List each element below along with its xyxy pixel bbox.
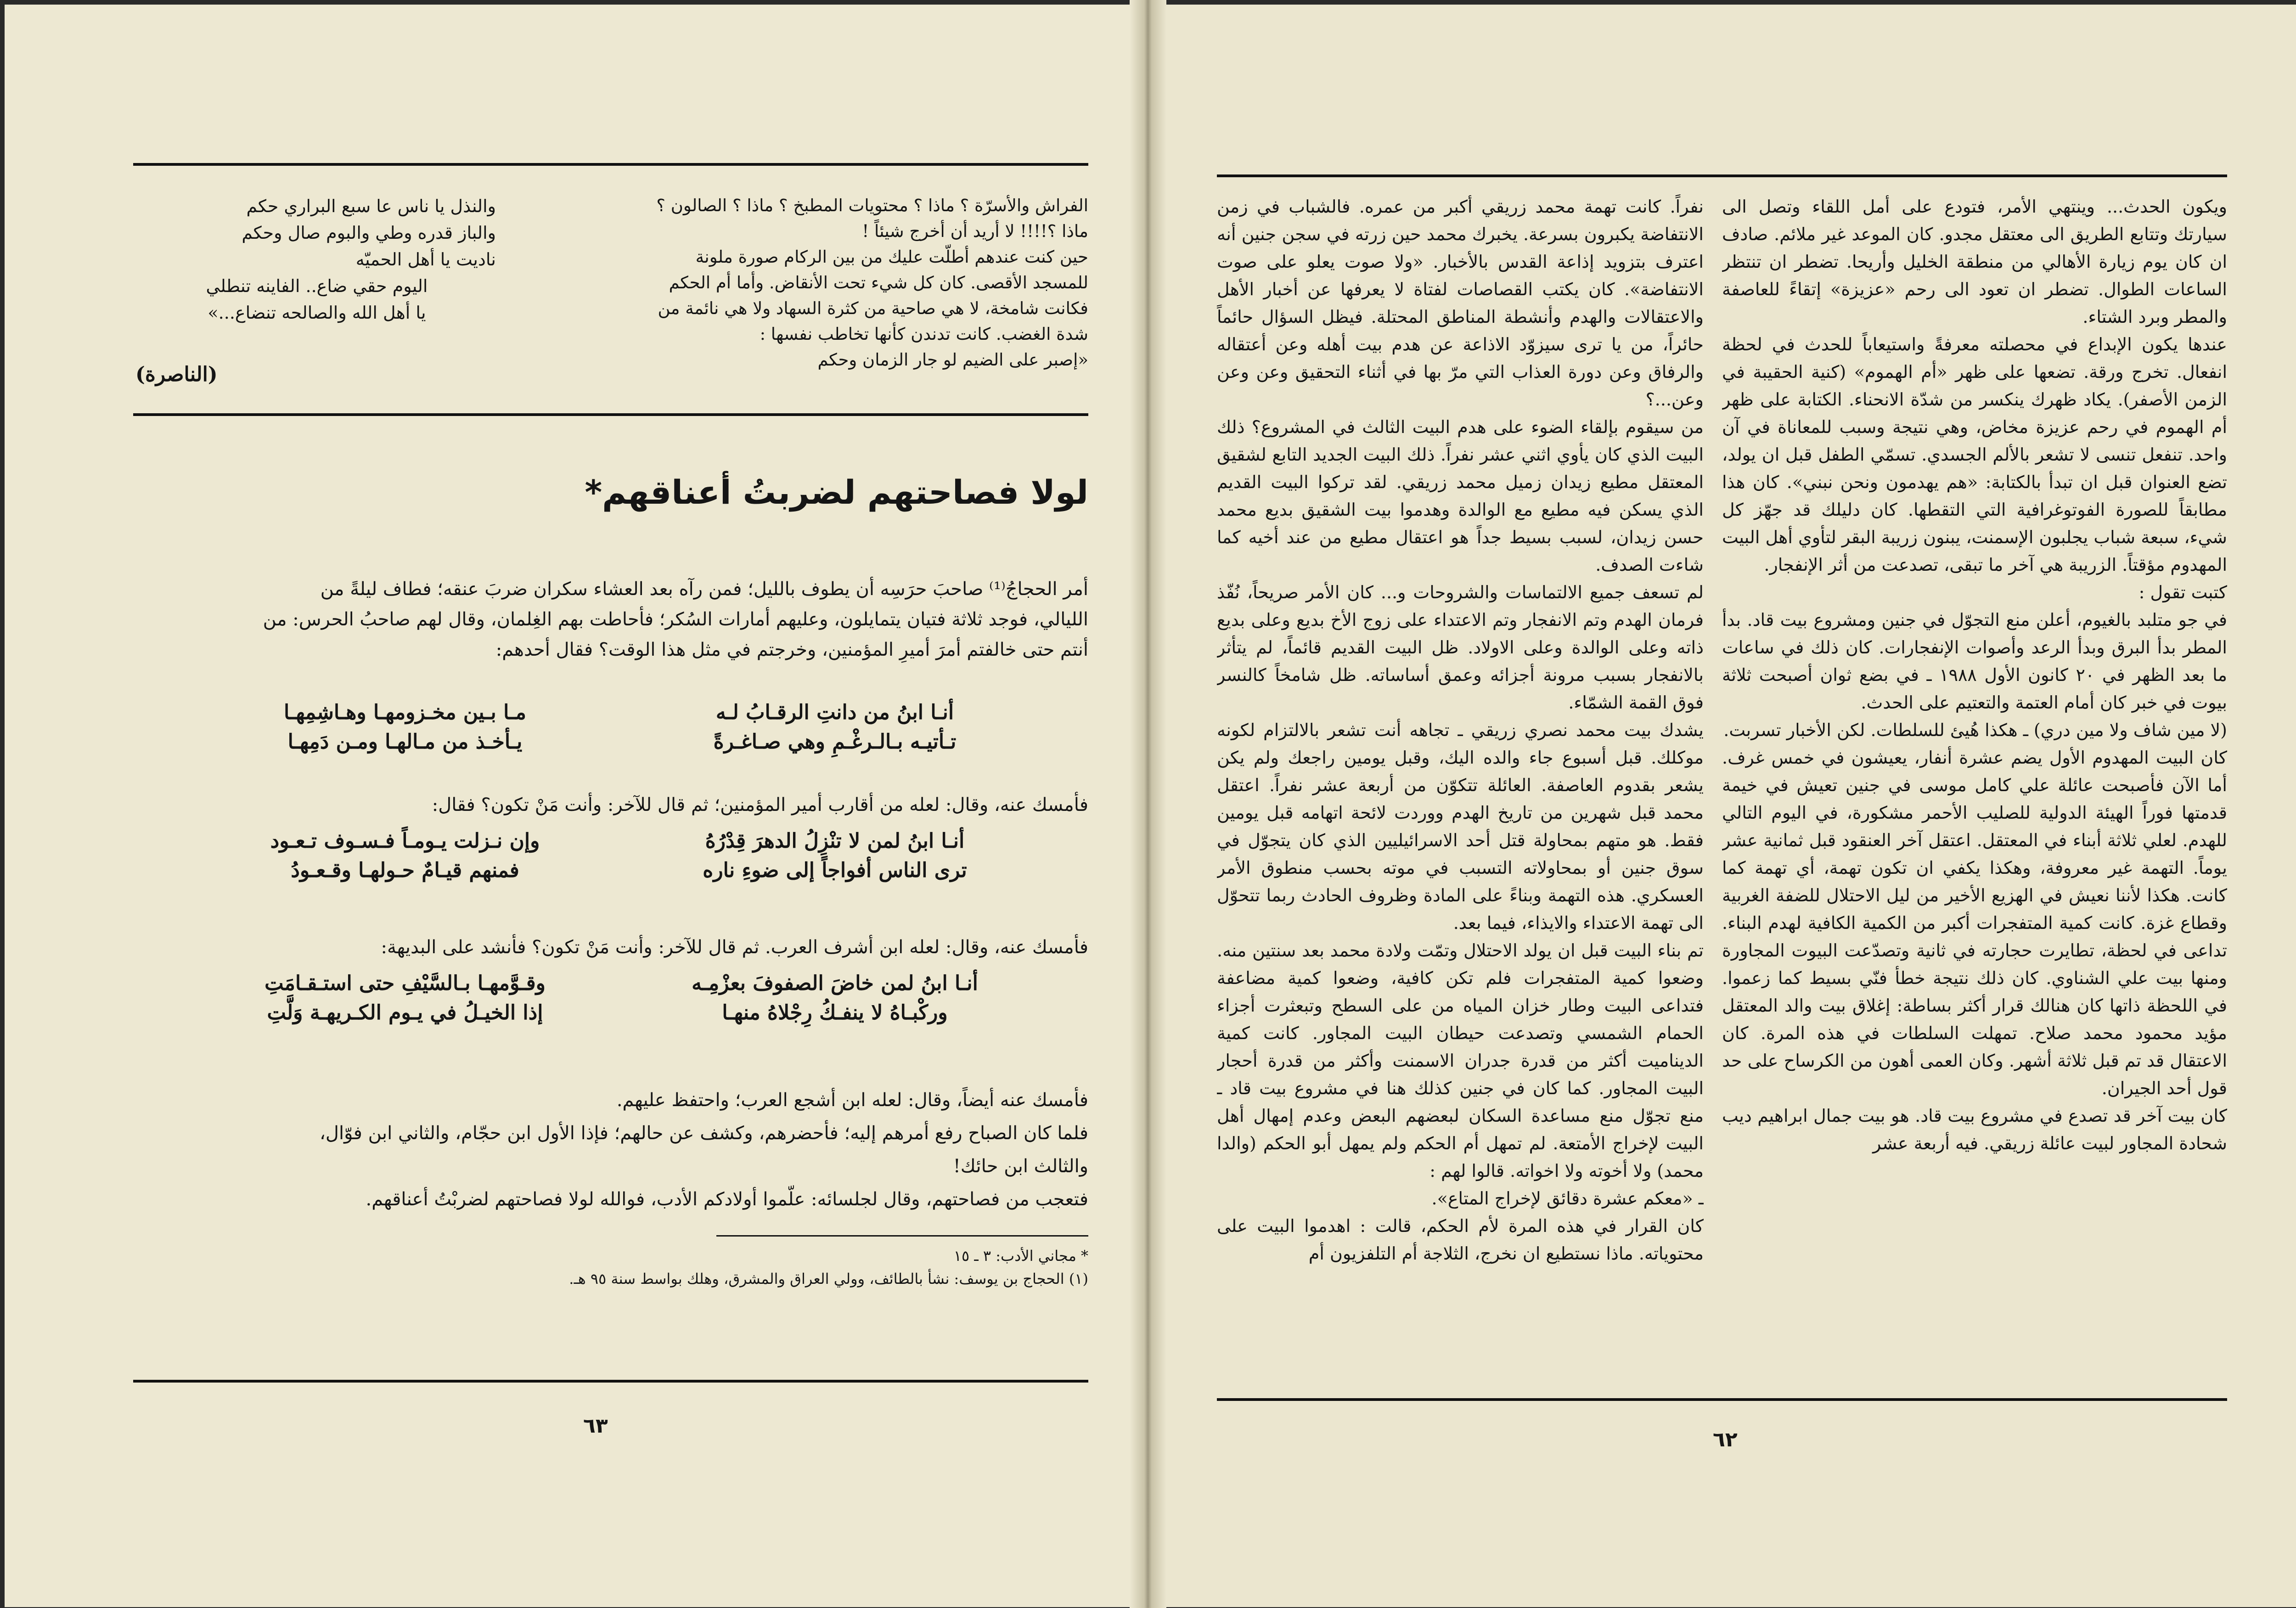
paragraph: ويكون الحدث... وينتهي الأمر، فتودع على أمل اللقاء وتصل الى سيارتك وتتابع الطريق الى معتقل مجدو. كان الموعد غير ملائم. صادف ان كان يوم زيارة الأهالي من منطقة الخليل وأريحا. تضطر ان تنتظر الساعات الطوال. تضطر ان تعود الى رحم «عزيزة» إتقاءً للعاصفة والمطر وبرد الشتاء. [1722,197,2227,327]
paragraph: لم تسعف جميع الالتماسات والشروحات و... كان الأمر صريحاً، نُفّذ فرمان الهدم وتم الانفجار وتم الاعتداء على زوج الأخ بديع وعلى بديع ذاته وعلى الوالدة وعلى الاولاد. ظل البيت القديم قائماً، لم يتأثر بالانفجار بسبب مرونة أجزائه وعمق أساساته. ظل شامخاً كالنسر فوق القمة الشمّاء. [1217,582,1704,713]
verse-second-half: إذا الخيـلُ في يـوم الكـريهـة وَلَّتِ [267,1001,543,1024]
footnote-rule [716,1235,1088,1237]
mid-line-2: فأمسك عنه، وقال: لعله ابن أشرف العرب. ثم قال للآخر: وأنت مَنْ تكون؟ فأنشد على البديهة: [381,937,1088,958]
paragraph: كتبت تقول : [2138,582,2227,602]
bottom-rule-left [133,1380,1088,1383]
poem-verse [207,998,1033,1028]
text-line: الليالي، فوجد ثلاثة فتيان يتمايلون، وعليهم أمارات السُكر؛ فأحاطت بهم الغِلمان، وقال لهم صاحبُ الحرس: من [263,609,1088,630]
verse-first-half: وركْبـاهُ لا ينفـكُ رِجْلاهُ منهـا [722,1001,948,1024]
poem-verse [207,856,1033,885]
top-poem-line: والنذل يا ناس عا سبع البراري حكم [246,196,496,216]
poem-1 [207,698,1033,757]
verse-second-half: وقـوَّمهـا بـالسَّيْفِ حتى استـقـامَتِ [264,972,546,995]
page-number-left: ٦٣ [583,1414,608,1438]
verse-first-half: تـأتيـه بـالـرغْـمِ وهي صـاغـرةً [713,730,957,753]
text-line: فلما كان الصباح رفع أمرهم إليه؛ فأحضرهم، وكشف عن حالهم؛ فإذا الأول ابن حجّام، والثاني ابن فوّال، [320,1123,1088,1144]
text-line: والثالث ابن حائك! [953,1156,1088,1177]
footnotes [133,1244,1088,1290]
paragraph: في جو متلبد بالغيوم، أعلن منع التجوّل في جنين ومشروع بيت قاد. بدأ المطر بدأ البرق وبدأ الرعد وأصوات الإنفجارات. كان ذلك في ساعات ما بعد الظهر في ٢٠ كانون الأول ١٩٨٨ ـ في بضع ثوان أصبحت ثلاثة بيوت في خبر كان أمام العتمة والتعتيم على الحدث. [1722,610,2227,713]
verse-second-half: فمنهم قيـامٌ حـولهـا وقـعـودُ [291,859,519,882]
text-line: فكانت شامخة، لا هي صاحية من كثرة السهاد ولا هي نائمة من [658,298,1088,318]
mid-line-1: فأمسك عنه، وقال: لعله من أقارب أمير المؤمنين؛ ثم قال للآخر: وأنت مَنْ تكون؟ فقال: [432,794,1088,815]
top-rule-right [1217,174,2227,177]
page-number-right: ٦٢ [1713,1428,1738,1451]
verse-first-half: أنـا ابنُ لمن خاضَ الصفوفَ بعزْمِـه [692,972,978,995]
bottom-rule-right [1217,1398,2227,1401]
text-line: الفراش والأسرّة ؟ ماذا ؟ محتويات المطبخ ؟ ماذا ؟ الصالون ؟ [656,196,1088,215]
verse-second-half: مـا بـين مخـزومهـا وهـاشِمِهـا [284,701,526,724]
text-line: شدة الغضب. كانت تدندن كأنها تخاطب نفسها : [760,324,1088,344]
footnote-1: (١) الحجاج بن يوسف: نشأ بالطائف، وولي العراق والمشرق، وهلك بواسط سنة ٩٥ هـ. [569,1270,1088,1288]
paragraph: يشدك بيت محمد نصري زريقي ـ تجاهه أنت تشعر بالالتزام لكونه موكلك. قبل أسبوع جاء والده اليك، وقبل يومين راجعك ولم يكن يشعر بقدوم العاصفة. العائلة تتكوّن من أربعة عشر نفراً. اعتقل محمد قبل شهرين من تاريخ الهدم ووردت لائحة اتهامه قبل يومين فقط. هو متهم بمحاولة قتل أحد الاسرائيليين الذي كان يتجوّل في سوق جنين أو بمحاولاته التسبب في موته بحسب منطوق الأمر العسكري. هذه التهمة وبناءً على المادة وظروف الحادث ربما تتحوّل الى تهمة الاعتداء والايذاء، فيما بعد. [1217,720,1704,933]
intro-paragraph [133,574,1088,665]
article-title: لولا فصاحتهم لضربتُ أعناقهم* [585,473,1088,512]
paragraph: كان القرار في هذه المرة لأم الحكم، قالت : اهدموا البيت على محتوياته. ماذا نستطيع ان نخرج، الثلاجة أم التلفزيون أم [1217,1216,1704,1264]
top-poem-left [138,193,496,326]
place-label: (الناصرة) [135,363,218,386]
text-line: فأمسك عنه أيضاً، وقال: لعله ابن أشجع العرب؛ واحتفظ عليهم. [616,1090,1088,1111]
verse-first-half: ترى الناس أفواجاً إلى ضوءِ ناره [703,859,967,882]
top-poem-line: ناديت يا أهل الحميّه [355,249,496,270]
top-poem-line: اليوم حقي ضاع.. الفاينه تنطلي [206,276,428,296]
spine-gutter [1130,0,1166,1608]
poem-verse [207,969,1033,998]
text-line: للمسجد الأقصى. كان كل شيء تحت الأنقاض. وأما أم الحكم [669,273,1088,292]
left-column [1217,193,1704,1368]
text-line: فتعجب من فصاحتهم، وقال لجلسائه: علّموا أولادكم الأدب، فوالله لولا فصاحتهم لضربْتُ أعناقهم. [366,1189,1088,1210]
text-line: أمر الحجاجُ⁽¹⁾ صاحبَ حرَسِه أن يطوف بالليل؛ فمن رآه بعد العشاء سكران ضربَ عنقه؛ فطاف ليلةً من [320,579,1088,600]
verse-second-half: وإن نـزلت يـومـاً فـسـوف تـعـود [270,829,540,853]
poem-2 [207,826,1033,885]
paragraph: ـ «معكم عشرة دقائق لإخراج المتاع». [1431,1188,1704,1209]
top-poem-line: يا أهل الله والصالحه تنضاع...» [208,303,426,323]
poem-3 [207,969,1033,1028]
closing-paragraph [133,1084,1088,1216]
paragraph: عندها يكون الإبداع في محصلته معرفةً واستيعاباً للحدث في لحظة انفعال. تخرج ورقة. تضعها على ظهر «أم الهموم» (كنية الحقيبة في الزمن الأصفر). يكاد ظهرك ينكسر من شدّة الانحناء. الكتابة على ظهر أم الهموم في رحم عزيزة مخاض، وهي نتيجة وسبب للمعاناة في آن واحد. تنفعل تنسى لا تشعر بالألم الجسدي. تسمّي الطفل قبل ان يولد، تضع العنوان قبل ان تبدأ بالكتابة: «هم يهدمون ونحن نبني». كان هذا مطابقاً للصورة الفوتوغرافية التي التقطها. كان دليلك قد جهّز كل شيء، سبعة شباب يجلبون الإسمنت، يبنون زريبة البقر لتأوي أهل البيت المهدوم مؤقتاً. الزريبة هي آخر ما تبقى، تصدعت من أثر الإنفجار. [1722,334,2227,575]
poem-verse [207,826,1033,856]
paragraph: من سيقوم بإلقاء الضوء على هدم البيت الثالث في المشروع؟ ذلك البيت الذي كان يأوي اثني عشر نفراً. ذلك البيت الجديد التابع لشقيق المعتقل مطيع زيدان زميل محمد زريقي. لقد تركوا البيت القديم الذي يسكن فيه مطيع مع الوالدة وهدموا بيت الشقيق بديع محمد حسن زيدان، لسبب بسيط جداً هو اعتقال مطيع من عند أخيه كما شاءت الصدف. [1217,417,1704,575]
right-column [1722,193,2227,1368]
top-text-right [615,193,1088,373]
text-line: ماذا ؟!!!! لا أريد أن أخرج شيئاً ! [862,221,1088,241]
paragraph: تم بناء البيت قبل ان يولد الاحتلال وتمّت ولادة محمد بعد سنتين منه. وضعوا كمية المتفجرات فلم تكن كافية، وضعوا كمية مضاعفة فتداعى البيت وطار خزان المياه من على السطح وتبعثرت أجزاء الحمام الشمسي وتصدعت حيطان البيت المجاور. كانت كمية الديناميت أكثر من قدرة جدران الاسمنت وأكثر من قدرة أحجار البيت المجاور. كما كان في جنين كذلك هنا في مشروع بيت قاد ـ منع تجوّل منع مساعدة السكان لبعضهم البعض وعدم إمهال أهل البيت لإخراج الأمتعة. لم تمهل أم الحكم ولم يمهل أبو الحكم (والدا محمد) ولا أخوته ولا اخواته. قالوا لهم : [1217,940,1704,1181]
paragraph: كان بيت آخر قد تصدع في مشروع بيت قاد. هو بيت جمال ابراهيم ديب شحادة المجاور لبيت عائلة زريقي. فيه أربعة عشر [1722,1106,2227,1153]
top-rule-left [133,163,1088,166]
footnote-source: * مجاني الأدب: ٣ ـ ١٥ [953,1247,1088,1265]
paragraph: نفراً. كانت تهمة محمد زريقي أكبر من عمره. فالشباب في زمن الانتفاضة يكبرون بسرعة. يخبرك محمد حين زرته في سجن جنين أنه اعترف بتزويد إذاعة القدس بالأخبار. «ولا صوت يعلو على صوت الانتفاضة». كان يكتب القصاصات لفتاة لا يعرفها عن أخبار الأهل والاعتقالات والهدم وأنشطة المناطق المحتلة. فيظل السؤال حائماً حائراً، من يا ترى سيزوّد الاذاعة عن هدم بيت أهله وعن أعتقاله والرفاق وعن دورة العذاب التي مرّ بها في أثناء التحقيق وعن وعن وعن...؟ [1217,197,1704,410]
poem-verse [207,727,1033,757]
poem-verse [207,698,1033,727]
verse-second-half: يـأخـذ من مـالهـا ومـن دَمِهـا [287,730,523,753]
text-line: أنتم حتى خالفتم أمرَ أميرِ المؤمنين، وخرجتم في مثل هذا الوقت؟ فقال أحدهم: [495,639,1088,660]
top-poem-line: والباز قدره وطي والبوم صال وحكم [242,223,496,243]
section-rule [133,413,1088,416]
verse-first-half: أنـا ابنُ من دانتِ الرقـابُ لـه [715,701,954,724]
verse-first-half: أنـا ابنُ لمن لا تنْزِلُ الدهرَ قِدْرُهُ [705,829,965,853]
paragraph: (لا مين شاف ولا مين دري) ـ هكذا هُيئ للسلطات. لكن الأخبار تسربت. [1723,720,2227,740]
text-line: «إصبر على الضيم لو جار الزمان وحكم [817,350,1088,370]
paragraph: كان البيت المهدوم الأول يضم عشرة أنفار، يعيشون في خمس غرف. أما الآن فأصبحت عائلة علي كامل موسى في جنين تعيش في خيمة قدمتها فوراً الهيئة الدولية للصليب الأحمر مشكورة، في اليوم التالي للهدم. لعلي ثلاثة أبناء في المعتقل. اعتقل آخر العنقود قبل ثمانية عشر يوماً. التهمة غير معروفة، وهكذا يكفي ان تكون تهمة، أي تهمة كما كانت. هكذا لأننا نعيش في الهزيع الأخير من ليل الاحتلال للضفة الغربية وقطاع غزة. كانت كمية المتفجرات أكبر من الكمية الكافية لهدم البناء. تداعى في لحظة، تطايرت حجارته في ثانية وتصدّعت البيوت المجاورة ومنها بيت علي الشناوي. كان ذلك نتيجة خطأ فنّي بسيط كما زعموا. في اللحظة ذاتها كان هنالك قرار أكثر بساطة: إغلاق بيت والد المعتقل مؤيد محمود محمد صلاح. تمهلت السلطات في هذه المرة. كان الاعتقال قد تم قبل ثلاثة أشهر. وكان العمى أهون من الكرساح على حد قول أحد الجيران. [1722,748,2227,1098]
text-line: حين كنت عندهم أطلّت عليك من بين الركام صورة ملونة [695,247,1088,267]
